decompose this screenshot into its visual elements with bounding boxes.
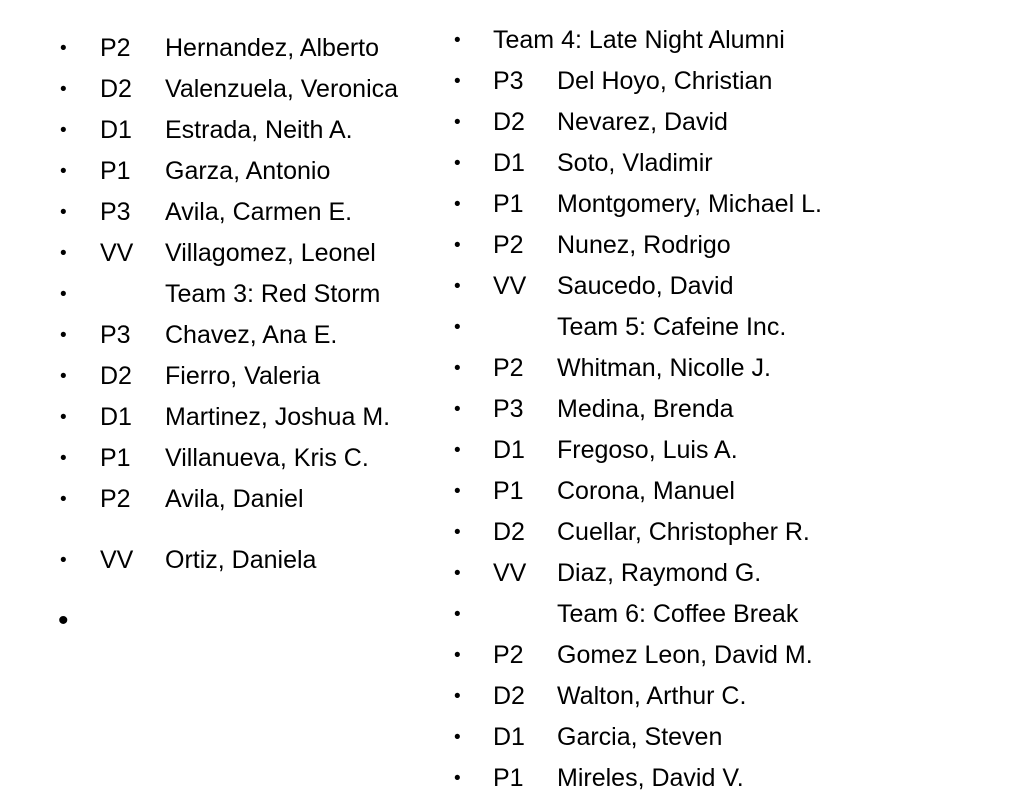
bullet-icon: • — [60, 161, 67, 182]
bullet-icon: • — [60, 120, 67, 141]
bullet-icon: • — [454, 604, 461, 625]
player-name: Medina, Brenda — [557, 395, 734, 423]
position-code: P1 — [493, 190, 524, 218]
position-code: D2 — [493, 682, 525, 710]
position-code: P2 — [100, 34, 131, 62]
player-name: Del Hoyo, Christian — [557, 67, 773, 95]
bullet-icon: • — [454, 276, 461, 297]
position-code: D2 — [100, 362, 132, 390]
team-title: Team 3: Red Storm — [165, 280, 381, 308]
player-name: Garza, Antonio — [165, 157, 331, 185]
position-code: D1 — [100, 116, 132, 144]
bullet-icon: • — [454, 358, 461, 379]
bullet-icon: • — [454, 399, 461, 420]
position-code: P3 — [493, 67, 524, 95]
player-name: Avila, Daniel — [165, 485, 304, 513]
position-code: D1 — [493, 436, 525, 464]
bullet-icon: • — [60, 366, 67, 387]
position-code: P1 — [493, 477, 524, 505]
bullet-icon: • — [454, 112, 461, 133]
player-name: Fregoso, Luis A. — [557, 436, 738, 464]
position-code: P1 — [493, 764, 524, 792]
player-name: Walton, Arthur C. — [557, 682, 747, 710]
position-code: VV — [100, 546, 134, 574]
bullet-icon: • — [60, 325, 67, 346]
bullet-icon: • — [60, 448, 67, 469]
position-code: D2 — [100, 75, 132, 103]
position-code: P2 — [493, 641, 524, 669]
player-name: Mireles, David V. — [557, 764, 744, 792]
player-name: Corona, Manuel — [557, 477, 735, 505]
team-title: Team 4: Late Night Alumni — [493, 26, 785, 54]
position-code: D1 — [100, 403, 132, 431]
empty-bullet: • — [58, 604, 69, 637]
bullet-icon: • — [454, 563, 461, 584]
bullet-icon: • — [60, 243, 67, 264]
bullet-icon: • — [60, 38, 67, 59]
bullet-icon: • — [454, 645, 461, 666]
player-name: Estrada, Neith A. — [165, 116, 353, 144]
bullet-icon: • — [454, 194, 461, 215]
player-name: Fierro, Valeria — [165, 362, 321, 390]
player-name: Avila, Carmen E. — [165, 198, 353, 226]
player-name: Soto, Vladimir — [557, 149, 713, 177]
bullet-icon: • — [60, 407, 67, 428]
position-code: VV — [493, 272, 527, 300]
bullet-icon: • — [60, 489, 67, 510]
player-name: Villanueva, Kris C. — [165, 444, 369, 472]
player-name: Chavez, Ana E. — [165, 321, 338, 349]
position-code: P2 — [493, 354, 524, 382]
position-code: P1 — [100, 444, 131, 472]
bullet-icon: • — [454, 686, 461, 707]
bullet-icon: • — [60, 284, 67, 305]
team-title: Team 6: Coffee Break — [557, 600, 799, 628]
player-name: Martinez, Joshua M. — [165, 403, 391, 431]
position-code: D1 — [493, 149, 525, 177]
bullet-icon: • — [454, 30, 461, 51]
position-code: P1 — [100, 157, 131, 185]
player-name: Gomez Leon, David M. — [557, 641, 813, 669]
player-name: Ortiz, Daniela — [165, 546, 317, 574]
team-title: Team 5: Cafeine Inc. — [557, 313, 787, 341]
bullet-icon: • — [454, 153, 461, 174]
player-name: Nunez, Rodrigo — [557, 231, 731, 259]
player-name: Garcia, Steven — [557, 723, 723, 751]
bullet-icon: • — [454, 71, 461, 92]
bullet-icon: • — [454, 522, 461, 543]
bullet-icon: • — [454, 481, 461, 502]
position-code: D1 — [493, 723, 525, 751]
player-name: Cuellar, Christopher R. — [557, 518, 810, 546]
bullet-icon: • — [454, 235, 461, 256]
player-name: Villagomez, Leonel — [165, 239, 376, 267]
bullet-icon: • — [60, 202, 67, 223]
position-code: D2 — [493, 518, 525, 546]
player-name: Whitman, Nicolle J. — [557, 354, 771, 382]
bullet-icon: • — [454, 440, 461, 461]
position-code: P3 — [100, 198, 131, 226]
position-code: D2 — [493, 108, 525, 136]
bullet-icon: • — [60, 79, 67, 100]
position-code: P2 — [100, 485, 131, 513]
bullet-icon: • — [454, 727, 461, 748]
position-code: VV — [100, 239, 134, 267]
bullet-icon: • — [60, 550, 67, 571]
position-code: P2 — [493, 231, 524, 259]
bullet-icon: • — [454, 768, 461, 789]
player-name: Montgomery, Michael L. — [557, 190, 822, 218]
player-name: Diaz, Raymond G. — [557, 559, 762, 587]
position-code: VV — [493, 559, 527, 587]
player-name: Hernandez, Alberto — [165, 34, 380, 62]
player-name: Nevarez, David — [557, 108, 728, 136]
bullet-icon: • — [454, 317, 461, 338]
position-code: P3 — [100, 321, 131, 349]
position-code: P3 — [493, 395, 524, 423]
player-name: Saucedo, David — [557, 272, 734, 300]
player-name: Valenzuela, Veronica — [165, 75, 399, 103]
